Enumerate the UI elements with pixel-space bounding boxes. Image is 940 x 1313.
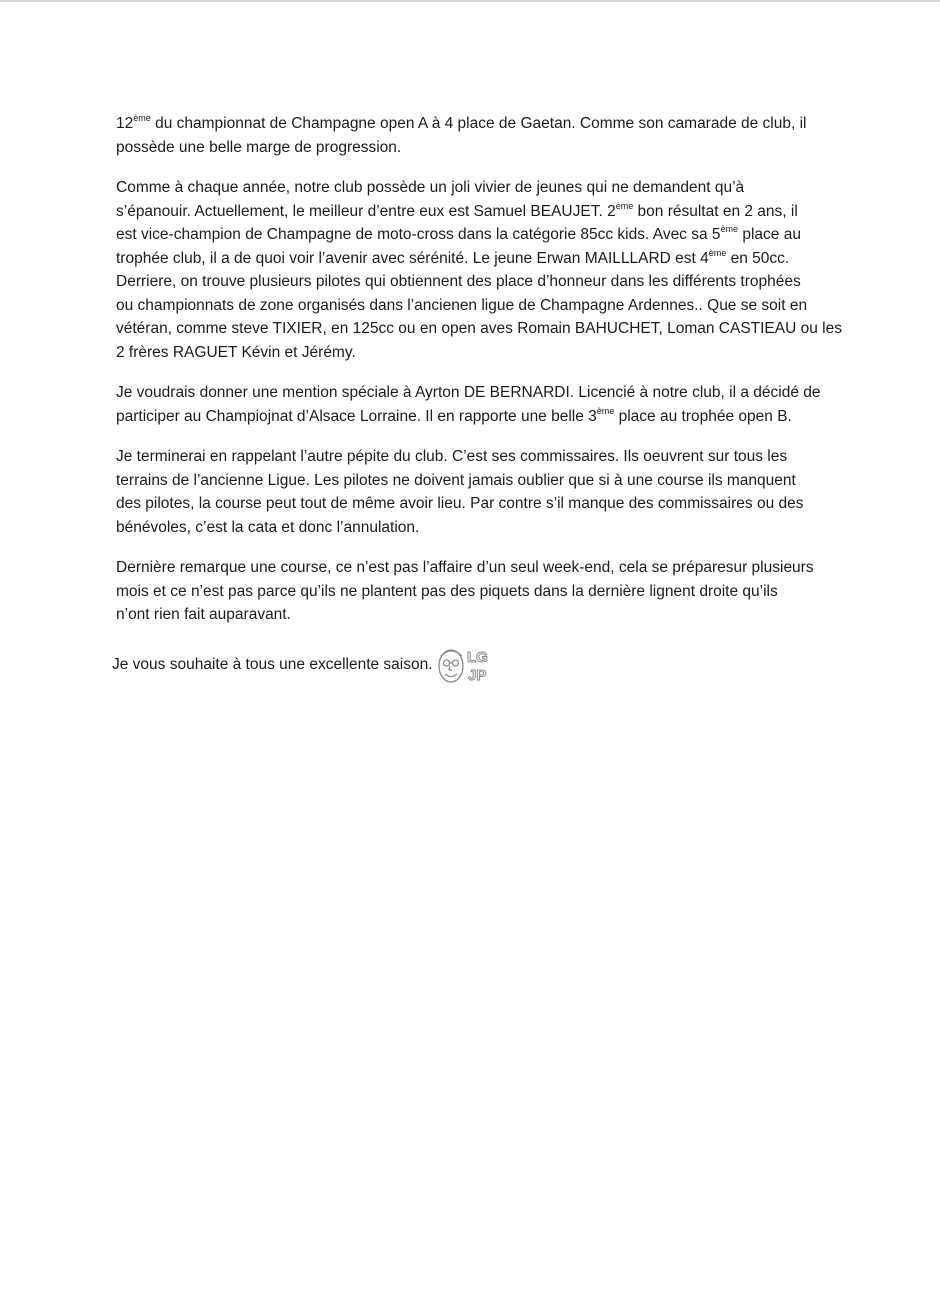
text-line: vétéran, comme steve TIXIER, en 125cc ou en open aves Romain BAHUCHET, Loman CASTIEAU ou les xyxy=(116,320,842,337)
text-line: possède une belle marge de progression. xyxy=(116,138,402,156)
text-line: mois et ce n’est pas parce qu’ils ne plantent pas des piquets dans la dernière lignent droite qu’ils xyxy=(116,582,778,600)
paragraph-1 xyxy=(116,112,840,159)
superscript: ème xyxy=(708,247,727,258)
text-line xyxy=(116,200,840,224)
stamp-letters-bottom: JP xyxy=(467,666,486,684)
text-run: est vice-champion de Champagne de moto-cross dans la catégorie 85cc kids. Avec sa 5 xyxy=(116,226,721,243)
paragraph-3 xyxy=(116,381,840,428)
superscript: ème xyxy=(615,200,634,211)
superscript: ème xyxy=(133,113,151,123)
text-line: Je terminerai en rappelant l’autre pépite du club. C’est ses commissaires. Ils oeuvrent sur tous les xyxy=(116,448,788,465)
text-line: des pilotes, la course peut tout de même avoir lieu. Par contre s’il manque des commissaires ou des xyxy=(116,495,804,512)
text-line xyxy=(116,405,840,429)
text-line: Je voudrais donner une mention spéciale à Ayrton DE BERNARDI. Licencié à notre club, il a décidé de xyxy=(116,384,821,401)
text-run: bon résultat en 2 ans, il xyxy=(633,202,798,220)
text-run: en 50cc. xyxy=(726,249,790,267)
text-run: 12 xyxy=(116,115,134,132)
stamp-letters-top: LG xyxy=(466,648,488,666)
text-line: bénévoles, c’est la cata et donc l’annulation. xyxy=(116,518,420,536)
text-run: participer au Champiojnat d’Alsace Lorraine. Il en rapporte une belle 3 xyxy=(116,407,597,425)
paragraph-4 xyxy=(116,445,840,539)
text-line: ou championnats de zone organisés dans l’ancienen ligue de Champagne Ardennes.. Que se soit en xyxy=(116,296,808,314)
scan-top-edge xyxy=(0,0,940,2)
text-run: trophée club, il a de quoi voir l’avenir avec sérénité. Le jeune Erwan MAILLLARD est 4 xyxy=(116,249,709,267)
text-line xyxy=(116,247,840,271)
text-line xyxy=(116,112,840,136)
face-caricature-stamp-icon xyxy=(435,644,497,686)
text-line: Derriere, on trouve plusieurs pilotes qui obtiennent des place d’honneur dans les différents trophées xyxy=(116,273,801,290)
closing-text: Je vous souhaite à tous une excellente saison. xyxy=(112,655,433,673)
closing-line xyxy=(112,644,840,686)
text-run: du championnat de Champagne open A à 4 place de Gaetan. Comme son camarade de club, il xyxy=(150,115,807,132)
superscript: ème xyxy=(596,405,615,416)
paragraph-5 xyxy=(116,556,840,627)
text-line xyxy=(116,223,840,247)
text-line: 2 frères RAGUET Kévin et Jérémy. xyxy=(116,343,356,361)
text-line: Dernière remarque une course, ce n’est pas l’affaire d’un seul week-end, cela se préparesur plusieurs xyxy=(116,559,814,576)
paragraph-2 xyxy=(116,176,840,364)
superscript: ème xyxy=(720,224,739,234)
text-run: s’épanouir. Actuellement, le meilleur d’entre eux est Samuel BEAUJET. 2 xyxy=(116,202,616,220)
text-run: place au xyxy=(738,226,801,243)
text-line: terrains de l’ancienne Ligue. Les pilotes ne doivent jamais oublier que si à une course ils manquent xyxy=(116,471,796,489)
document-body xyxy=(112,112,842,686)
text-line: Comme à chaque année, notre club possède un joli vivier de jeunes qui ne demandent qu’à xyxy=(116,179,745,196)
text-line: n’ont rien fait auparavant. xyxy=(116,606,291,623)
text-run: place au trophée open B. xyxy=(614,407,792,425)
